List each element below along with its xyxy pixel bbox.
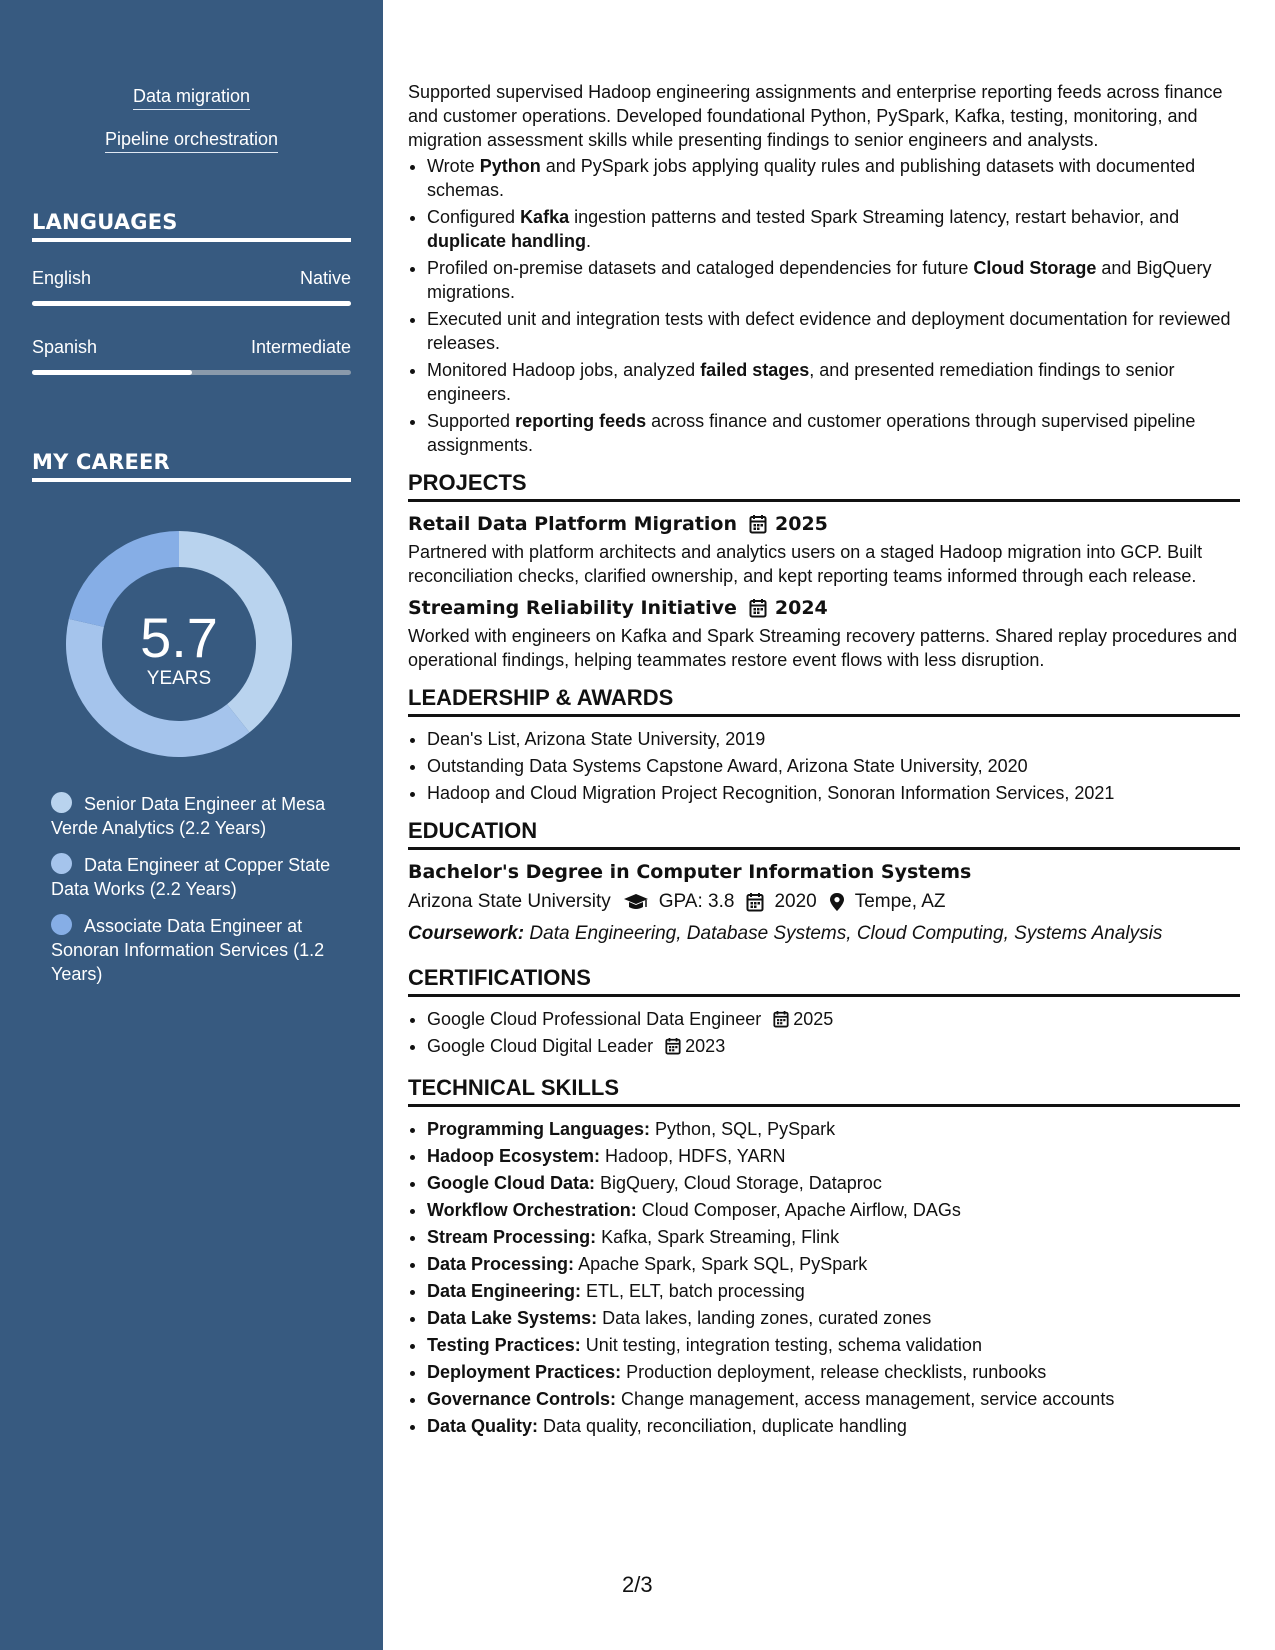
skill-item: • Programming Languages: Python, SQL, PySpark bbox=[427, 1117, 1240, 1141]
career-heading: MY CAREER bbox=[32, 450, 351, 482]
calendar-icon bbox=[749, 598, 767, 618]
skill-tag: Data migration bbox=[133, 86, 250, 110]
legend-dot-icon bbox=[51, 853, 72, 874]
skill-item: • Google Cloud Data: BigQuery, Cloud Storage, Dataproc bbox=[427, 1171, 1240, 1195]
location-pin-icon bbox=[829, 892, 845, 912]
education-school: Arizona State University bbox=[408, 891, 611, 912]
project-description: Worked with engineers on Kafka and Spark Streaming recovery patterns. Shared replay procedures and operational findings, helping teammates restore event flows with less disruption. bbox=[408, 626, 1238, 670]
skill-item: • Stream Processing: Kafka, Spark Streaming, Flink bbox=[427, 1225, 1240, 1249]
experience-bullet: • Wrote Python and PySpark jobs applying quality rules and publishing datasets with documented schemas. bbox=[427, 154, 1240, 202]
languages-heading: LANGUAGES bbox=[32, 210, 351, 242]
main-content bbox=[408, 80, 1240, 1441]
certifications-heading: CERTIFICATIONS bbox=[408, 964, 1240, 997]
certification-item: • Google Cloud Professional Data Engineer 2025 bbox=[427, 1007, 1240, 1031]
awards-heading: LEADERSHIP & AWARDS bbox=[408, 684, 1240, 717]
career-donut-chart bbox=[66, 531, 292, 757]
language-level: Intermediate bbox=[250, 337, 351, 357]
skill-item: • Data Engineering: ETL, ELT, batch processing bbox=[427, 1279, 1240, 1303]
language-proficiency-fill bbox=[32, 370, 192, 375]
award-item: • Hadoop and Cloud Migration Project Recognition, Sonoran Information Services, 2021 bbox=[427, 781, 1240, 805]
experience-bullet: • Profiled on-premise datasets and cataloged dependencies for future Cloud Storage and BigQuery migrations. bbox=[427, 256, 1240, 304]
language-level: Native bbox=[299, 268, 351, 288]
education-year: 2020 bbox=[774, 891, 817, 912]
projects-heading: PROJECTS bbox=[408, 469, 1240, 502]
experience-bullet: • Executed unit and integration tests with defect evidence and deployment documentation for reviewed releases. bbox=[427, 307, 1240, 355]
technical-skills-list bbox=[408, 1117, 1240, 1438]
education-coursework: Coursework: Data Engineering, Database Systems, Cloud Computing, Systems Analysis bbox=[408, 923, 1163, 944]
experience-bullet: • Monitored Hadoop jobs, analyzed failed stages, and presented remediation findings to senior engineers. bbox=[427, 358, 1240, 406]
education-degree: Bachelor's Degree in Computer Information Systems bbox=[408, 861, 972, 883]
award-item: • Outstanding Data Systems Capstone Award, Arizona State University, 2020 bbox=[427, 754, 1240, 778]
skill-item: • Deployment Practices: Production deployment, release checklists, runbooks bbox=[427, 1360, 1240, 1384]
language-spanish bbox=[32, 337, 351, 375]
language-proficiency-fill bbox=[32, 301, 351, 306]
graduation-cap-icon bbox=[623, 892, 649, 912]
career-legend-label: Data Engineer at Copper State Data Works (2.2 Years) bbox=[51, 855, 331, 899]
language-english bbox=[32, 268, 351, 306]
skill-tags bbox=[0, 86, 383, 172]
career-total-value: 5.7 bbox=[140, 606, 218, 669]
skill-item: • Data Processing: Apache Spark, Spark SQL, PySpark bbox=[427, 1252, 1240, 1276]
skill-item: • Hadoop Ecosystem: Hadoop, HDFS, YARN bbox=[427, 1144, 1240, 1168]
certification-year: 2023 bbox=[685, 1036, 726, 1056]
experience-bullet: • Configured Kafka ingestion patterns and tested Spark Streaming latency, restart behavior, and duplicate handling. bbox=[427, 205, 1240, 253]
skill-item: • Data Lake Systems: Data lakes, landing zones, curated zones bbox=[427, 1306, 1240, 1330]
language-name: English bbox=[32, 268, 92, 288]
career-legend-item bbox=[51, 914, 331, 986]
project-title: Retail Data Platform Migration 2025 bbox=[408, 513, 828, 535]
award-item: • Dean's List, Arizona State University, 2019 bbox=[427, 727, 1240, 751]
skill-tag: Pipeline orchestration bbox=[105, 129, 278, 153]
page-number: 2/3 bbox=[622, 1572, 653, 1597]
certification-year: 2025 bbox=[793, 1009, 834, 1029]
project-year: 2025 bbox=[775, 513, 828, 535]
calendar-icon bbox=[665, 1037, 681, 1055]
skill-item: • Testing Practices: Unit testing, integration testing, schema validation bbox=[427, 1333, 1240, 1357]
sidebar bbox=[0, 0, 383, 1650]
calendar-icon bbox=[749, 514, 767, 534]
education-location: Tempe, AZ bbox=[854, 891, 946, 912]
career-legend-label: Senior Data Engineer at Mesa Verde Analytics (2.2 Years) bbox=[51, 794, 326, 838]
experience-bullets bbox=[408, 154, 1240, 457]
project-year: 2024 bbox=[774, 597, 828, 619]
technical-skills-heading: TECHNICAL SKILLS bbox=[408, 1074, 1240, 1107]
skill-item: • Workflow Orchestration: Cloud Composer, Apache Airflow, DAGs bbox=[427, 1198, 1240, 1222]
project-title: Streaming Reliability Initiative 2024 bbox=[408, 597, 828, 619]
awards-list bbox=[408, 727, 1240, 805]
project-description: Partnered with platform architects and analytics users on a staged Hadoop migration into GCP. Built reconciliation checks, clarified ownership, and kept reporting teams informed through each release. bbox=[408, 542, 1203, 586]
legend-dot-icon bbox=[51, 914, 72, 935]
language-proficiency-bar bbox=[32, 301, 351, 306]
calendar-icon bbox=[773, 1010, 789, 1028]
calendar-icon bbox=[746, 892, 764, 912]
career-legend-label: Associate Data Engineer at Sonoran Information Services (1.2 Years) bbox=[51, 916, 325, 984]
language-proficiency-bar bbox=[32, 370, 351, 375]
skill-item: • Governance Controls: Change management, access management, service accounts bbox=[427, 1387, 1240, 1411]
career-legend-item bbox=[51, 853, 331, 901]
legend-dot-icon bbox=[51, 792, 72, 813]
education-heading: EDUCATION bbox=[408, 817, 1240, 850]
experience-bullet: • Supported reporting feeds across finance and customer operations through supervised pipeline assignments. bbox=[427, 409, 1240, 457]
education-meta bbox=[408, 890, 1240, 914]
career-legend-item bbox=[51, 792, 331, 840]
certifications-list bbox=[408, 1007, 1240, 1058]
skill-item: • Data Quality: Data quality, reconciliation, duplicate handling bbox=[427, 1414, 1240, 1438]
career-total-unit: YEARS bbox=[146, 668, 212, 689]
experience-summary: Supported supervised Hadoop engineering assignments and enterprise reporting feeds across finance and customer operations. Developed foundational Python, PySpark, Kafka, testing, monitoring, and migration assessment skills while presenting findings to senior engineers and analysts. bbox=[408, 82, 1223, 150]
language-name: Spanish bbox=[32, 337, 98, 357]
education-gpa: GPA: 3.8 bbox=[658, 891, 735, 912]
certification-item: • Google Cloud Digital Leader 2023 bbox=[427, 1034, 1240, 1058]
career-legend bbox=[51, 792, 331, 999]
